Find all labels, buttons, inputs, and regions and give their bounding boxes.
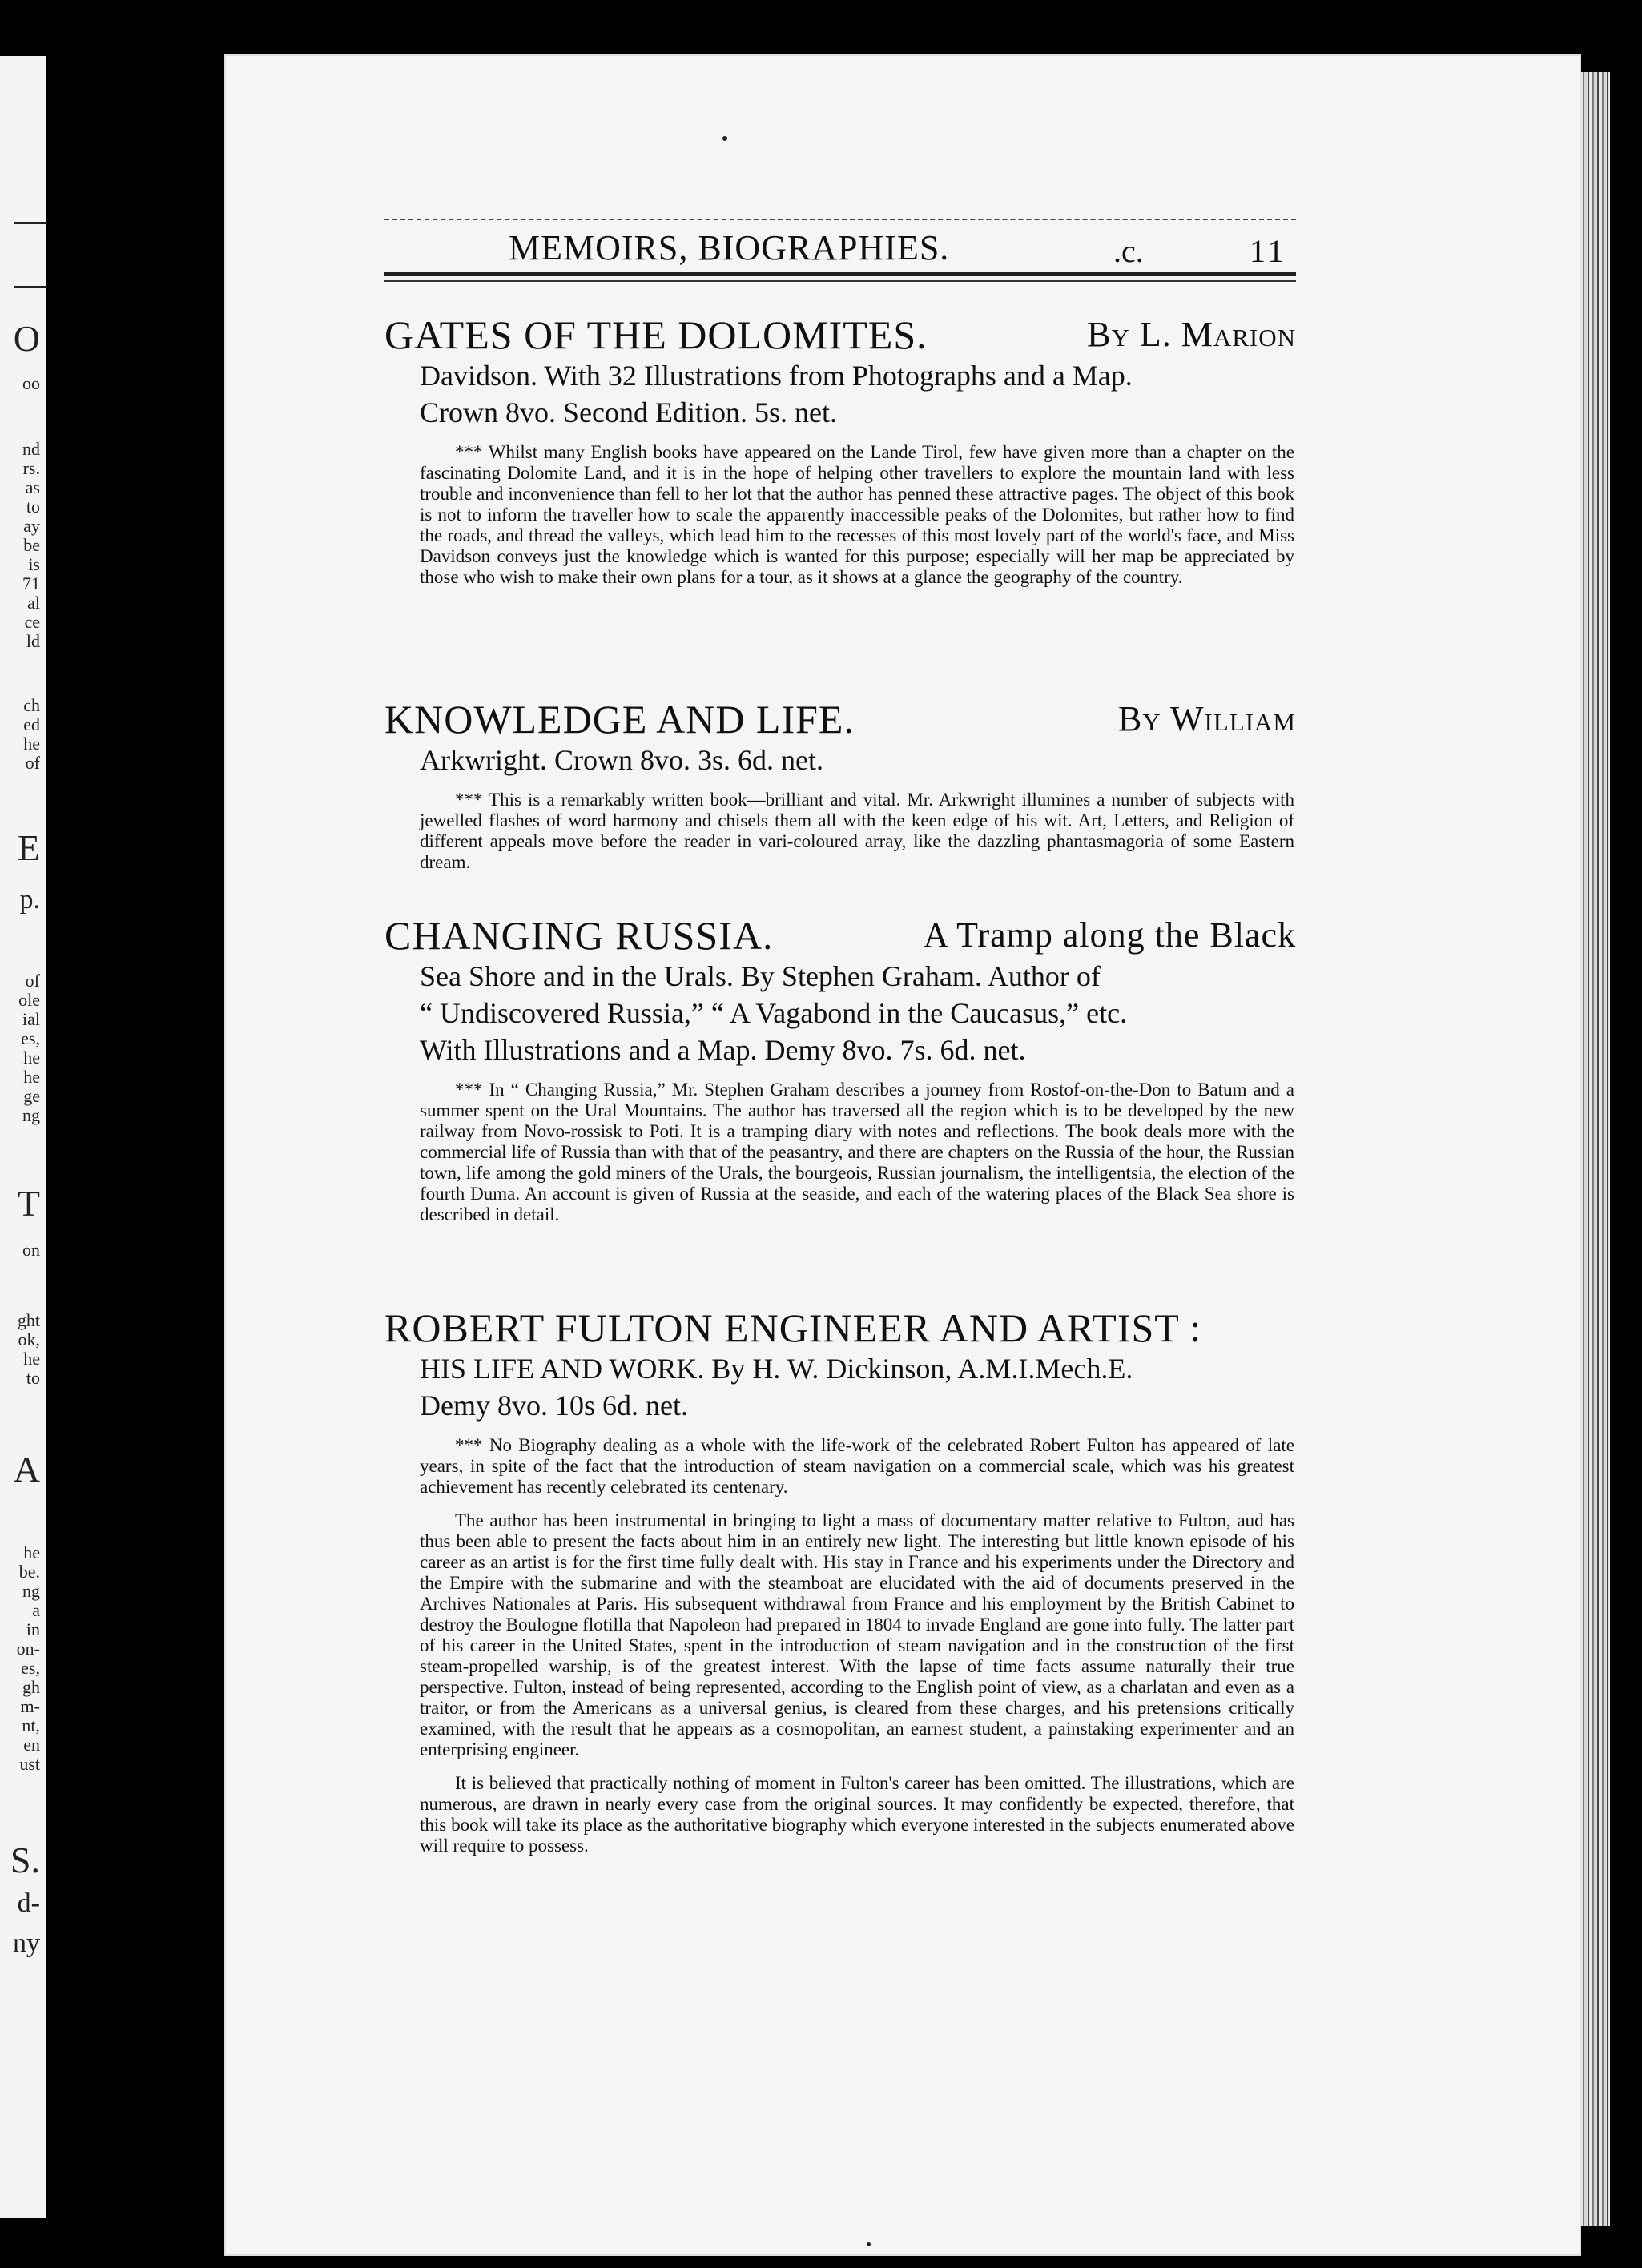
left-fragment: ay [23,516,40,536]
left-fragment: be [23,535,40,555]
left-fragment: nt, [22,1715,40,1735]
book-title-line [384,1305,1296,1350]
book-page [226,56,1580,2254]
book-meta-line: “ Undiscovered Russia,” “ A Vagabond in the Caucasus,” etc. [420,997,1128,1029]
previous-page-fragment [0,56,46,2218]
left-fragment: ce [24,612,40,632]
left-fragment: on- [16,1639,40,1659]
left-fragment: ole [18,990,40,1010]
left-fragment: ust [19,1754,40,1774]
left-fragment: al [27,593,40,613]
description-paragraph: It is believed that practically nothing of moment in Fulton's career has been omitted. The illustrations, which are numerous, are drawn in nearly every case from the original sources. It may confidently be expected, therefore, that this book will take its place as the authoritative biography which everyone interested in the subjects enumerated above will require to possess. [420,1773,1294,1856]
left-fragment: es, [21,1658,40,1678]
left-fragment: he [23,1048,40,1068]
left-fragment: ld [26,631,40,651]
left-fragment: es, [21,1028,40,1048]
book-entry [384,697,1296,886]
left-fragment: S. [10,1840,40,1880]
left-fragment: O [13,318,40,359]
left-fragment: gh [22,1677,40,1697]
book-entry [384,913,1296,1238]
running-head [384,224,1296,272]
left-fragment: ge [23,1086,40,1106]
book-author: By William [1118,699,1296,738]
description-paragraph: *** This is a remarkably written book—brilliant and vital. Mr. Arkwright illumines a number of subjects with jewelled flashes of word harmony and chisels them all with the keen edge of his wit. Art, Letters, and Religion of different appeals move before the reader in vari-coloured array, like the dazzling phantasmagoria of some Eastern dream. [420,790,1294,872]
header-rule [384,219,1296,220]
left-fragment: as [25,477,40,497]
left-page-rule [14,222,46,224]
book-title-line [384,697,1296,742]
left-fragment: ny [13,1928,40,1958]
book-title: ROBERT FULTON ENGINEER AND ARTIST : [384,1305,1202,1350]
left-fragment: rs. [22,458,40,478]
description-paragraph: *** Whilst many English books have appeared on the Lande Tirol, few have given more than a chapter on the fascinating Dolomite Land, and it is in the hope of helping other travellers to explore the mountain land with less trouble and inconvenience than fell to her lot that the author has penned these attractive pages. The object of this book is not to inform the traveller how to scale the apparently inaccessible peaks of the Dolomites, but rather how to find the roads, and thread the valleys, which lead him to the recesses of this most lovely part of the world's face, and Miss Davidson conveys just the knowledge which is wanted for this purpose; especially will her map be appreciated by those who wish to make their own plans for a tour, as it shows at a glance the geography of the country. [420,442,1294,587]
left-fragment: he [23,1067,40,1087]
book-author: By L. Marion [1087,315,1296,354]
book-title-line [384,312,1296,357]
book-meta-line: Sea Shore and in the Urals. By Stephen Graham. Author of [420,960,1101,992]
paper-speck [867,2242,871,2246]
book-title-line [384,913,1296,958]
page-edge-stack [1580,72,1610,2226]
left-fragment: to [26,1368,40,1388]
book-subtitle: A Tramp along the Black [923,915,1296,955]
left-fragment: ial [22,1009,40,1029]
left-fragment: ch [23,695,40,715]
left-fragment: ok, [18,1329,40,1349]
left-fragment: p. [19,885,40,915]
left-fragment: a [32,1600,40,1620]
left-fragment: ng [22,1581,40,1601]
book-meta-line: Davidson. With 32 Illustrations from Photographs and a Map. [420,360,1133,392]
book-description [384,1080,1296,1225]
header-rule [384,280,1296,282]
left-fragment: T [17,1183,40,1224]
left-fragment: of [25,971,40,991]
left-fragment: in [26,1619,40,1639]
left-fragment: m- [20,1696,40,1716]
page-number: 11 [1250,233,1287,269]
book-meta-line: Crown 8vo. Second Edition. 5s. net. [420,396,837,428]
left-fragment: he [23,1542,40,1562]
left-fragment: of [25,753,40,773]
book-meta [384,958,1296,1068]
left-fragment: ed [23,714,40,734]
running-head-suffix: .c. [1113,233,1144,269]
left-fragment: be. [18,1562,40,1582]
left-fragment: is [28,554,40,574]
description-paragraph: The author has been instrumental in bringing to light a mass of documentary matter relative to Fulton, aud has thus been able to present the facts about him in an entirely new light. The interesting but little known episode of his career as an artist is for the first time fully dealt with. His stay in France and his experiments under the Directory and the Empire with the submarine and with the steamboat are elucidated with the aid of documents preserved in the Archives Nationales at Paris. His subsequent withdrawal from France and his employment by the British Cabinet to destroy the Boulogne flotilla that Napoleon had prepared in 1804 to invade England are gone into fully. The latter part of his career in the United States, spent in the introduction of steam navigation and in the construction of the first steam-propelled warship, is of the greatest interest. With the lapse of time facts assume naturally their true perspective. Fulton, instead of being represented, according to the English point of view, as a charlatan and even as a traitor, or from the Americans as a universal genius, is cleared from these charges, and his pretensions critically examined, with the result that he appears as a cosmopolitan, an earnest student, a painstaking experimenter and an enterprising engineer. [420,1510,1294,1759]
left-fragment: to [26,497,40,517]
book-description [384,790,1296,873]
book-meta-line: With Illustrations and a Map. Demy 8vo. 7s. 6d. net. [420,1034,1026,1066]
book-meta-line: Demy 8vo. 10s 6d. net. [420,1389,688,1422]
book-title: GATES OF THE DOLOMITES. [384,312,928,357]
left-fragment: he [23,1349,40,1369]
left-fragment: ght [17,1310,40,1330]
book-meta-line: HIS LIFE AND WORK. By H. W. Dickinson, A.M.I.Mech.E. [420,1353,1133,1385]
left-fragment: ng [22,1105,40,1125]
book-meta [384,1350,1296,1424]
book-description [384,1435,1296,1856]
book-entry [384,1305,1296,1869]
left-page-rule [14,286,46,288]
book-title: CHANGING RUSSIA. [384,913,774,958]
book-meta-line: Arkwright. Crown 8vo. 3s. 6d. net. [420,744,823,776]
book-meta [384,742,1296,778]
left-fragment: he [23,734,40,754]
left-fragment: d- [17,1888,40,1918]
left-fragment: nd [22,439,40,459]
left-fragment: E [17,827,40,868]
running-head-title: MEMOIRS, BIOGRAPHIES. [509,228,950,267]
book-title: KNOWLEDGE AND LIFE. [384,697,855,742]
left-fragment: A [13,1449,40,1490]
book-meta [384,357,1296,431]
left-fragment: on [22,1240,40,1260]
paper-speck [722,136,727,141]
book-entry [384,312,1296,601]
left-fragment: oo [22,373,40,393]
book-description [384,442,1296,588]
left-fragment: en [23,1735,40,1755]
left-fragment: 71 [22,573,40,593]
header-rule [384,272,1296,276]
description-paragraph: *** In “ Changing Russia,” Mr. Stephen Graham describes a journey from Rostof-on-the-Don to Batum and a summer spent on the Ural Mountains. The author has traversed all the region which is to be developed by the new railway from Novo-rossisk to Poti. It is a tramping diary with notes and reflections. The book deals more with the commercial life of Russia than with that of the peasantry, and there are chapters on the Russia of the hour, the Russian town, life among the gold miners of the Urals, the bourgeois, Russian journalism, the intelligentsia, the election of the fourth Duma. An account is given of Russia at the seaside, and each of the watering places of the Black Sea shore is described in detail. [420,1080,1294,1224]
description-paragraph: *** No Biography dealing as a whole with the life-work of the celebrated Robert Fulton has appeared of late years, in spite of the fact that the introduction of steam navigation on a commercial scale, which was his greatest achievement has recently celebrated its centenary. [420,1435,1294,1497]
